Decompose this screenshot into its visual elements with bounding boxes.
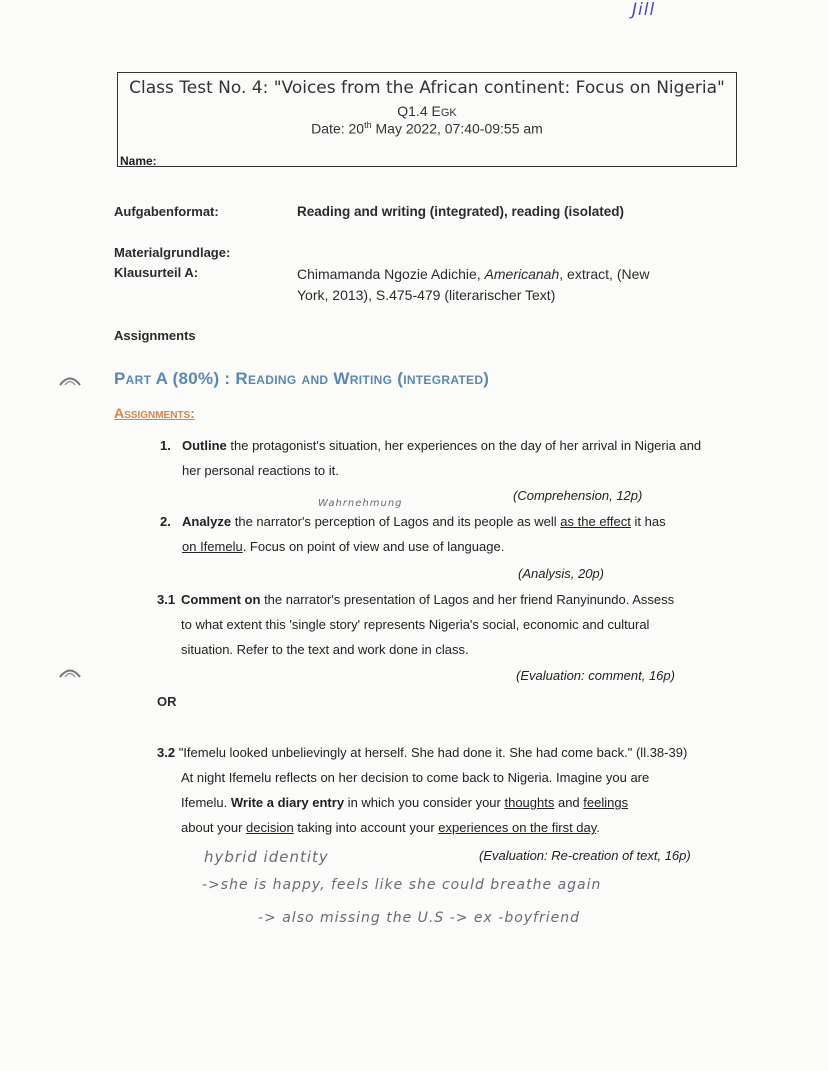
klausur-label: Klausurteil A: <box>114 265 199 280</box>
part-a-heading: Part A (80%) : Reading and Writing (integrated) <box>114 369 490 388</box>
task-2 <box>182 509 722 559</box>
task-1-line2: her personal reactions to it. <box>182 463 339 478</box>
klausur-line2: York, 2013), S.475-479 (literarischer Text) <box>297 287 556 303</box>
header-box <box>117 72 737 167</box>
klausur-value <box>297 264 650 306</box>
assignments-label: Assignments <box>114 328 196 343</box>
task-1-points: (Comprehension, 12p) <box>513 488 643 503</box>
task-1-line1: Outline the protagonist's situation, her experiences on the day of her arrival in Nigeria and <box>182 438 702 453</box>
task-31-line1: Comment on the narrator's presentation of Lagos and her friend Ranyinundo. Assess <box>181 592 675 607</box>
task-1-verb: Outline <box>182 438 227 453</box>
task-32-line4: about your decision taking into account your experiences on the first day. <box>181 820 600 835</box>
course-small: GK <box>440 107 457 119</box>
task-31-line2: to what extent this 'single story' represents Nigeria's social, economic and cultural <box>181 617 650 632</box>
task-2-line2: on Ifemelu. Focus on point of view and use of language. <box>182 539 505 554</box>
punch-hole-bottom <box>59 666 81 678</box>
klausur-post: , extract, (New <box>559 266 650 282</box>
task-1 <box>182 433 722 483</box>
assignments-heading: Assignments: <box>114 405 195 421</box>
task-2-verb: Analyze <box>182 514 232 529</box>
date-sup: th <box>364 120 372 130</box>
material-label: Materialgrundlage: <box>114 245 231 260</box>
task-32-num: 3.2 <box>157 745 176 760</box>
klausur-title: Americanah <box>484 266 560 282</box>
task-32-line3: Ifemelu. Write a diary entry in which you consider your thoughts and feelings <box>181 795 629 810</box>
handwritten-note-3: -> also missing the U.S -> ex -boyfriend <box>258 910 581 926</box>
handwritten-name: Jill <box>632 0 656 20</box>
course-main: Q1.4 E <box>397 103 441 119</box>
task-1-num: 1. <box>160 438 171 453</box>
task-31-line3: situation. Refer to the text and work done in class. <box>181 642 469 657</box>
course-code <box>118 103 736 119</box>
task-31 <box>181 587 726 662</box>
format-label: Aufgabenformat: <box>114 204 219 219</box>
note-wahrnehmung: Wahrnehmung <box>318 498 403 509</box>
task-31-num: 3.1 <box>157 592 176 607</box>
task-32-body <box>181 765 726 840</box>
task-32 <box>157 740 727 765</box>
handwritten-note-2: ->she is happy, feels like she could breathe again <box>202 877 602 893</box>
task-32-line2: At night Ifemelu reflects on her decision to come back to Nigeria. Imagine you are <box>181 770 650 785</box>
task-32-points: (Evaluation: Re-creation of text, 16p) <box>479 848 691 863</box>
handwritten-note-1: hybrid identity <box>204 848 329 866</box>
task-2-line1: Analyze the narrator's perception of Lagos and its people as well as the effect it has <box>182 514 666 529</box>
task-2-num: 2. <box>160 514 171 529</box>
task-2-points: (Analysis, 20p) <box>518 566 604 581</box>
name-label: Name: <box>120 154 157 168</box>
date-suffix: May 2022, 07:40-09:55 am <box>371 120 543 137</box>
or-label: OR <box>157 694 177 709</box>
task-31-points: (Evaluation: comment, 16p) <box>516 668 675 683</box>
task-32-line1: 3.2 "Ifemelu looked unbelievingly at herself. She had done it. She had come back." (ll.38-39) <box>157 745 688 760</box>
klausur-line1 <box>297 264 650 285</box>
test-date <box>118 120 736 137</box>
date-prefix: Date: 20 <box>311 120 365 137</box>
punch-hole-top <box>59 374 81 386</box>
klausur-author: Chimamanda Ngozie Adichie, <box>297 266 485 282</box>
task-31-verb: Comment on <box>181 592 261 607</box>
format-value: Reading and writing (integrated), reading (isolated) <box>297 204 625 219</box>
test-title: Class Test No. 4: "Voices from the African continent: Focus on Nigeria" <box>129 78 725 98</box>
